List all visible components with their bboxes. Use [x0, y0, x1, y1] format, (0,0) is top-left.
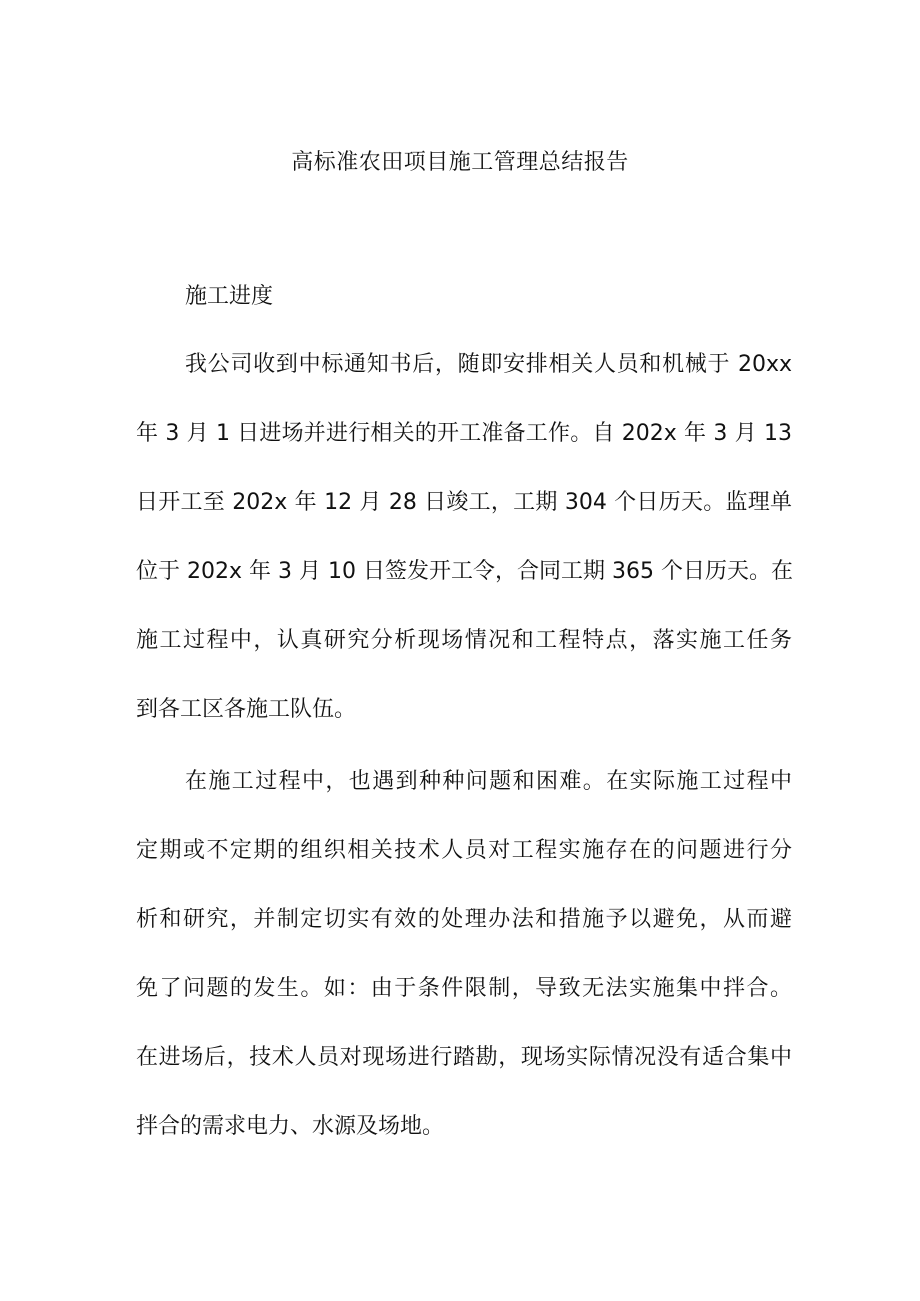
- paragraph-line: 日开工至 202x 年 12 月 28 日竣工，工期 304 个日历天。监理单: [136, 490, 792, 515]
- paragraph-line: 析和研究，并制定切实有效的处理办法和措施予以避免，从而避: [136, 907, 792, 932]
- paragraph-problems: [136, 765, 792, 1179]
- paragraph-line: 在进场后，技术人员对现场进行踏勘，现场实际情况没有适合集中: [136, 1045, 792, 1070]
- paragraph-line: 免了问题的发生。如：由于条件限制，导致无法实施集中拌合。: [136, 976, 792, 1001]
- paragraph-line: 年 3 月 1 日进场并进行相关的开工准备工作。自 202x 年 3 月 13: [136, 421, 792, 446]
- document-title: 高标准农田项目施工管理总结报告: [291, 150, 629, 175]
- paragraph-line: 定期或不定期的组织相关技术人员对工程实施存在的问题进行分: [136, 838, 792, 863]
- paragraph-line: 拌合的需求电力、水源及场地。: [136, 1114, 445, 1139]
- paragraph-schedule: [136, 348, 792, 762]
- paragraph-line: 在施工过程中，也遇到种种问题和困难。在实际施工过程中: [185, 769, 792, 794]
- paragraph-line: 到各工区各施工队伍。: [136, 697, 357, 722]
- paragraph-line: 施工过程中，认真研究分析现场情况和工程特点，落实施工任务: [136, 628, 792, 653]
- section-heading: 施工进度: [185, 284, 274, 309]
- paragraph-line: 我公司收到中标通知书后，随即安排相关人员和机械于 20xx: [185, 352, 792, 377]
- paragraph-line: 位于 202x 年 3 月 10 日签发开工令，合同工期 365 个日历天。在: [136, 559, 793, 584]
